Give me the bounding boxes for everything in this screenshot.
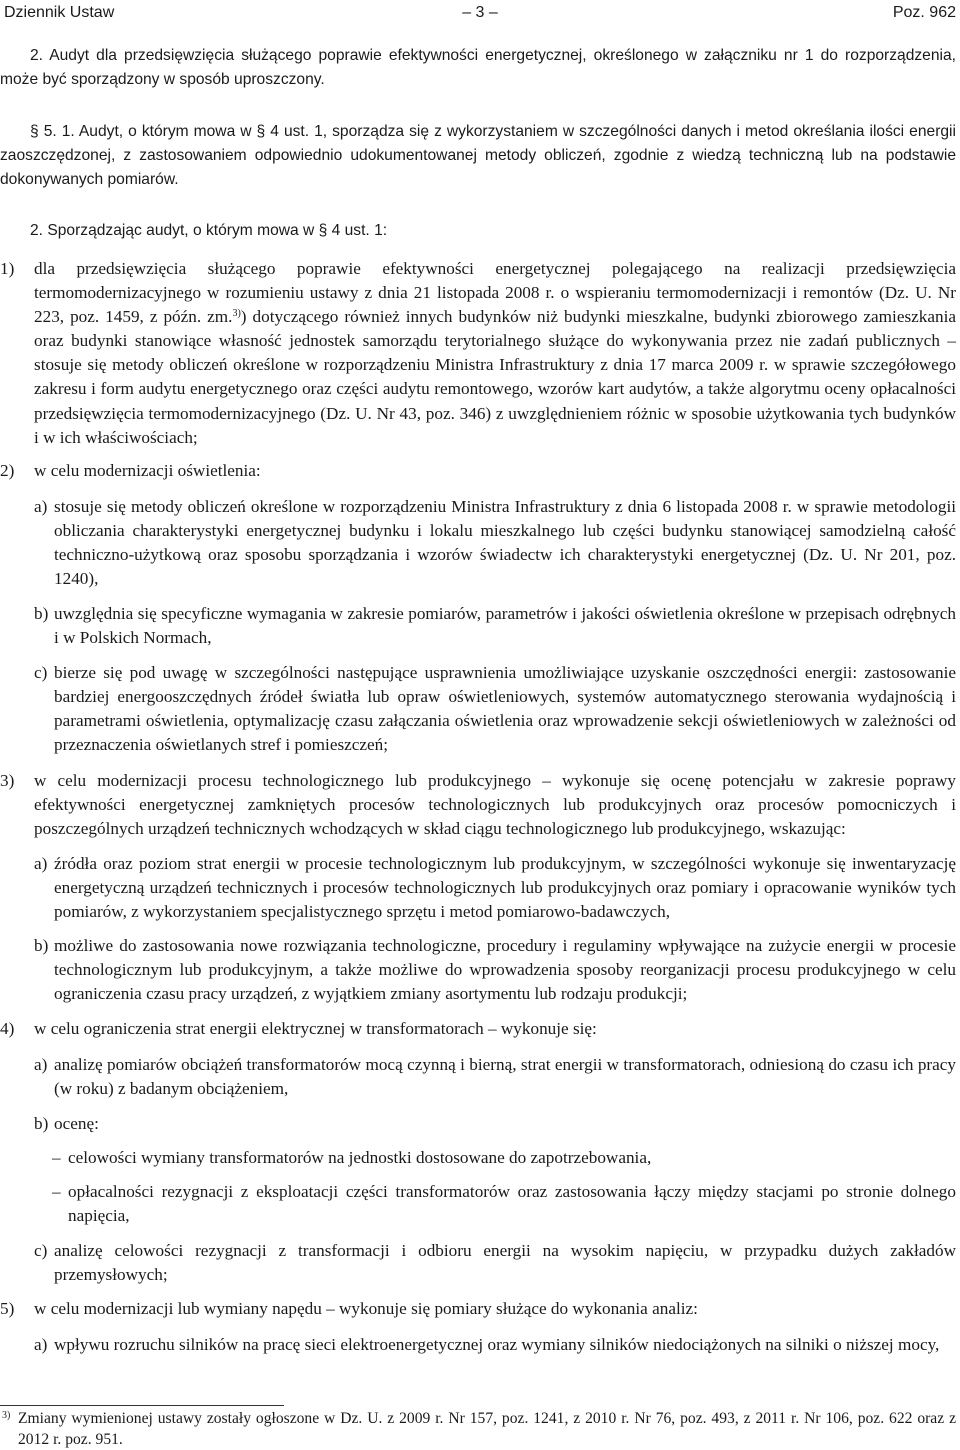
- footnote-text: Zmiany wymienionej ustawy zostały ogłoszone w Dz. U. z 2009 r. Nr 157, poz. 1241, z 2010 r. Nr 76, poz. 493, z 2011 r. Nr 106, poz. 622 oraz z 2012 r. poz. 951.: [18, 1410, 956, 1448]
- sub-item-label: b): [34, 604, 49, 623]
- sub-item-label: a): [34, 854, 48, 873]
- sub-item-text: bierze się pod uwagę w szczególności następujące usprawnienia umożliwiające uzyskanie oszczędności energii: zastosowanie bardziej energooszczędnych źródeł światła lub opraw oświetleniowych, systemów automatycznego sterowania wydajnością i parametrami oświetlenia, optymalizację czasu załączania oświetlenia oraz wprowadzenie sekcji oświetleniowych w zależności od przeznaczenia oświetlanych stref i pomieszczeń;: [54, 663, 956, 755]
- list-item-text: w celu modernizacji lub wymiany napędu – wykonuje się pomiary służące do wykonania analiz:: [34, 1299, 698, 1318]
- list-item-text: w celu ograniczenia strat energii elektrycznej w transformatorach – wykonuje się:: [34, 1019, 597, 1038]
- dash-item-text: opłacalności rezygnacji z eksploatacji części transformatorów oraz zastosowania łączy między stacjami po stronie dolnego napięcia,: [68, 1182, 956, 1226]
- sub-item-label: b): [34, 1114, 49, 1133]
- position-number: Poz. 962: [892, 4, 956, 21]
- paragraph-5-2: 2. Sporządzając audyt, o którym mowa w § 4 ust. 1:: [30, 222, 388, 239]
- sub-item-label: c): [34, 1241, 48, 1260]
- sub-item-text: analizę pomiarów obciążeń transformatorów mocą czynną i bierną, strat energii w transformatorach, odniesioną do czasu ich pracy (w roku) z badanym obciążeniem,: [54, 1055, 956, 1099]
- list-item-text: w celu modernizacji procesu technologicznego lub produkcyjnego – wykonuje się ocenę potencjału w zakresie poprawy efektywności energetycznej zamkniętych procesów technologicznych lub produkcyjnych oraz procesów pomocniczych i poszczególnych urządzeń technicznych wchodzących w skład ciągu technologicznego lub produkcyjnego, wskazując:: [34, 771, 956, 839]
- footnote-ref: 3): [232, 308, 241, 320]
- sub-item-label: a): [34, 1055, 48, 1074]
- list-item-text: w celu modernizacji oświetlenia:: [34, 461, 261, 480]
- list-item-text: dla przedsięwzięcia służącego poprawie efektywności energetycznej polegającego na realizacji przedsięwzięcia termomodernizacyjnego w rozumieniu ustawy z dnia 21 listopada 2008 r. o wspieraniu termomodernizacji i remontów (Dz. U. Nr 223, poz. 1459, z późn. zm.$^{3)}$) dotyczącego również innych budynków niż budynki mieszkalne, budynki zbiorowego zamieszkania oraz budynki stanowiące własność jednostek samorządu terytorialnego służące do wykonywania przez nie zadań publicznych – stosuje się metody obliczeń określone w rozporządzeniu Ministra Infrastruktury z dnia 17 marca 2009 r. w sprawie szczegółowego zakresu i form audytu energetycznego oraz części audytu remontowego, wzorów kart audytów, a także algorytmu oceny opłacalności przedsięwzięcia termomodernizacyjnego (Dz. U. Nr 43, poz. 346) z uwzględnieniem różnic w sposobie użytkowania tych budynków i w ich właściwościach;: [34, 259, 956, 447]
- sub-item-label: c): [34, 663, 48, 682]
- sub-item-text: źródła oraz poziom strat energii w procesie technologicznym lub produkcyjnym, w szczególności wykonuje się inwentaryzację energetyczną urządzeń technicznych i procesów technologicznych lub produkcyjnych oraz pomiary i opracowanie wyników tych pomiarów, z wykorzystaniem specjalistycznego sprzętu i metod pomiarowo-badawczych,: [54, 854, 956, 922]
- footnote-label: 3): [2, 1410, 11, 1421]
- sub-item-label: b): [34, 936, 49, 955]
- dash-item-text: celowości wymiany transformatorów na jednostki dostosowane do zapotrzebowania,: [68, 1148, 652, 1167]
- journal-title: Dziennik Ustaw: [4, 4, 115, 21]
- sub-item-text: możliwe do zastosowania nowe rozwiązania technologiczne, procedury i regulaminy wpływające na zużycie energii w procesie technologicznym lub produkcyjnym, a także możliwe do wprowadzenia sposoby reorganizacji procesu produkcyjnego w celu ograniczenia czasu pracy urządzeń, z wyjątkiem zmiany asortymentu lub rodzaju produkcji;: [54, 936, 956, 1004]
- list-item-label: 5): [0, 1299, 15, 1318]
- dash-label: –: [52, 1148, 61, 1167]
- list-item-label: 3): [0, 771, 15, 790]
- dash-label: –: [52, 1182, 61, 1201]
- list-item-label: 1): [0, 259, 15, 278]
- paragraph-5-1: § 5. 1. Audyt, o którym mowa w § 4 ust. 1, sporządza się z wykorzystaniem w szczególności danych i metod określania ilości energii zaoszczędzonej, z zastosowaniem odpowiednio udokumentowanej metody obliczeń, zgodnie z wiedzą techniczną lub na podstawie dokonywanych pomiarów.: [0, 123, 956, 189]
- sub-item-label: a): [34, 1335, 48, 1354]
- sub-item-label: a): [34, 497, 48, 516]
- footnote-separator: [0, 1405, 284, 1406]
- sub-item-text: wpływu rozruchu silników na pracę sieci elektroenergetycznej oraz wymiany silników niedociążonych na silniki o niższej mocy,: [54, 1335, 940, 1354]
- sub-item-text: uwzględnia się specyficzne wymagania w zakresie pomiarów, parametrów i jakości oświetlenia określone w przepisach odrębnych i w Polskich Normach,: [54, 604, 956, 648]
- sub-item-text: analizę celowości rezygnacji z transformacji i odbioru energii na wysokim napięciu, w przypadku dużych zakładów przemysłowych;: [54, 1241, 956, 1285]
- paragraph-4-2: 2. Audyt dla przedsięwzięcia służącego poprawie efektywności energetycznej, określonego w załączniku nr 1 do rozporządzenia, może być sporządzony w sposób uproszczony.: [0, 47, 956, 89]
- sub-item-text: ocenę:: [54, 1114, 99, 1133]
- list-item-label: 2): [0, 461, 15, 480]
- page-header: [0, 2, 960, 26]
- sub-item-text: stosuje się metody obliczeń określone w rozporządzeniu Ministra Infrastruktury z dnia 6 listopada 2008 r. w sprawie metodologii obliczania charakterystyki energetycznej budynku i lokalu mieszkalnego lub części budynku stanowiącej samodzielną całość techniczno-użytkową oraz sposobu sporządzania i wzorów świadectw ich charakterystyki energetycznej (Dz. U. Nr 201, poz. 1240),: [54, 497, 956, 589]
- page-number: – 3 –: [462, 4, 498, 21]
- list-item-label: 4): [0, 1019, 15, 1038]
